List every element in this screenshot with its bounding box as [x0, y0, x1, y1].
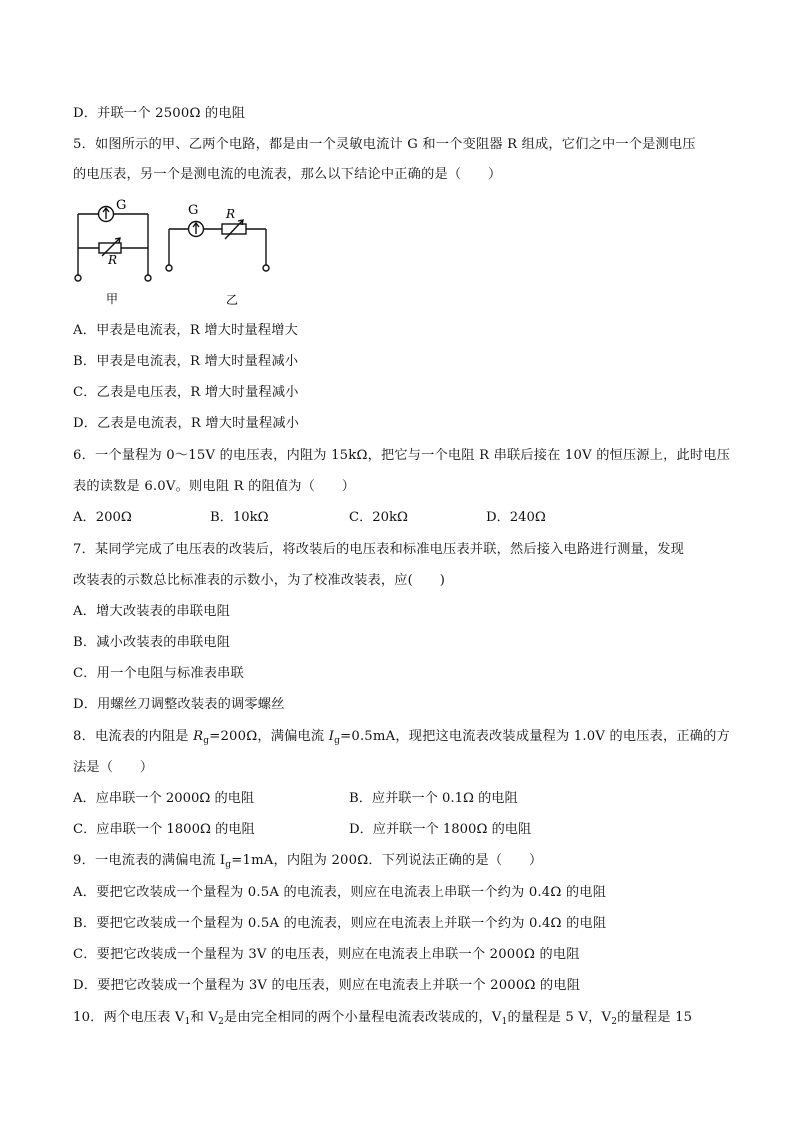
q8-option-d: D．应并联一个 1800Ω 的电阻: [349, 822, 532, 837]
q7-option-b: B．减小改装表的串联电阻: [73, 635, 231, 650]
q6-option-d: D．240Ω: [486, 510, 546, 525]
q8-option-b: B．应并联一个 0.1Ω 的电阻: [349, 791, 518, 806]
label-g: G: [188, 203, 199, 218]
q6-option-b: B．10kΩ: [210, 510, 269, 525]
q6-option-c: C．20kΩ: [349, 510, 408, 525]
caption-yi: 乙: [226, 293, 239, 307]
q8-option-a: A．应串联一个 2000Ω 的电阻: [73, 791, 255, 806]
q9-option-b: B．要把它改装成一个量程为 0.5A 的电流表，则应在电流表上并联一个约为 0.4Ω 的电阻: [73, 916, 607, 931]
q5-option-d: D．乙表是电流表，R 增大时量程减小: [73, 416, 300, 431]
q7-stem-line1: 7．某同学完成了电压表的改装后，将改装后的电压表和标准电压表并联，然后接入电路进行测量，发现: [73, 542, 685, 557]
q9-stem: 9．一电流表的满偏电流 $I_g=1mA$，内阻为 200Ω．下列说法正确的是（ ）: [73, 853, 543, 870]
q6-option-a: A．200Ω: [73, 510, 132, 525]
circuit-yi: [166, 220, 269, 271]
q5-option-c: C．乙表是电压表，R 增大时量程减小: [73, 385, 299, 400]
q7-option-c: C．用一个电阻与标准表串联: [73, 666, 244, 681]
q5-option-a: A．甲表是电流表，R 增大时量程增大: [73, 323, 299, 338]
terminal: [263, 265, 269, 271]
circuit-figure: [70, 196, 280, 311]
q4-option-d: D．并联一个 2500Ω 的电阻: [73, 106, 246, 121]
terminal: [75, 275, 81, 281]
q10-stem-line1: 10．两个电压表 $V_1$和 $V_2$是由完全相同的两个小量程电流表改装成的，$V_1$的量程是 5 V，$V_2$的量程是 15: [73, 1010, 693, 1027]
q6-stem-line1: 6．一个量程为 0～15V 的电压表，内阻为 15kΩ，把它与一个电阻 R 串联后接在 10V 的恒压源上，此时电压: [73, 448, 731, 463]
label-g: G: [116, 198, 127, 213]
q6-stem-line2: 表的读数是 6.0V。则电阻 R 的阻值为（ ）: [73, 479, 356, 494]
q8-stem-line2: 法是（ ）: [73, 760, 154, 775]
q9-option-a: A．要把它改装成一个量程为 0.5A 的电流表，则应在电流表上串联一个约为 0.4Ω 的电阻: [73, 885, 607, 900]
q9-option-c: C．要把它改装成一个量程为 3V 的电压表，则应在电流表上串联一个 2000Ω 的电阻: [73, 947, 580, 962]
q5-stem-line2: 的电压表，另一个是测电流的电流表，那么以下结论中正确的是（ ）: [73, 167, 502, 182]
label-r: R: [108, 253, 118, 267]
terminal: [145, 275, 151, 281]
q5-stem-line1: 5．如图所示的甲、乙两个电路，都是由一个灵敏电流计 G 和一个变阻器 R 组成，它们之中一个是测电压: [73, 137, 696, 152]
q7-stem-line2: 改装表的示数总比标准表的示数小，为了校准改装表，应( ): [73, 573, 446, 588]
q7-option-d: D．用螺丝刀调整改装表的调零螺丝: [73, 697, 285, 712]
caption-jia: 甲: [106, 292, 119, 306]
terminal: [166, 265, 172, 271]
q9-option-d: D．要把它改装成一个量程为 3V 的电压表，则应在电流表上并联一个 2000Ω 的电阻: [73, 978, 581, 993]
q8-option-c: C．应串联一个 1800Ω 的电阻: [73, 822, 255, 837]
label-r: R: [226, 207, 236, 221]
q8-stem-line1: 8．电流表的内阻是 $R_g=200\Omega$，满偏电流 $I_g=0.5mA$，现把这电流表改装成量程为 1.0V 的电压表，正确的方: [73, 729, 730, 746]
q7-option-a: A．增大改装表的串联电阻: [73, 604, 230, 619]
q5-option-b: B．甲表是电流表，R 增大时量程减小: [73, 354, 299, 369]
circuit-jia: [75, 207, 151, 282]
